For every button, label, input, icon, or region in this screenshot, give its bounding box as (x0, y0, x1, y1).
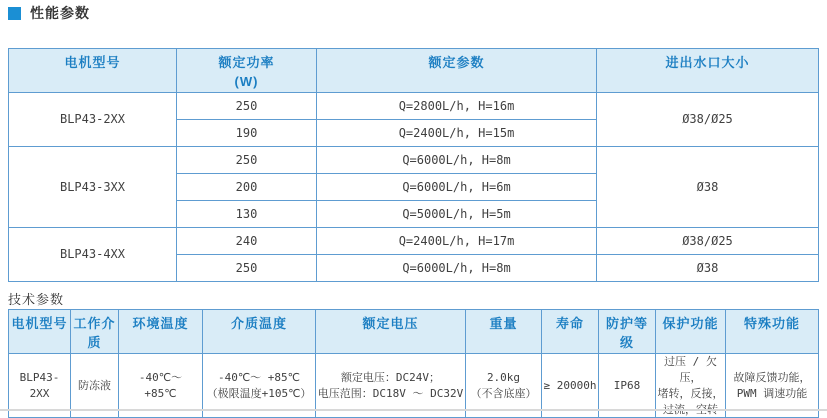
table-cell: Q=6000L/h, H=6m (317, 173, 597, 200)
table-cell: 190 (177, 119, 317, 146)
table-row (9, 146, 819, 173)
technical-section-title: 技术参数 (8, 292, 65, 307)
table-cell: -40℃～ +85℃ (119, 353, 203, 418)
column-header: 防护等级 (599, 310, 656, 354)
table-cell: Q=6000L/h, H=8m (317, 146, 597, 173)
table-row (9, 92, 819, 119)
column-header: 额定功率 (W) (177, 49, 317, 93)
technical-table (8, 309, 819, 418)
column-header: 额定电压 (316, 310, 466, 354)
table-cell: Q=2800L/h, H=16m (317, 92, 597, 119)
column-header: 寿命 (542, 310, 599, 354)
column-header: 重量 (466, 310, 542, 354)
table-cell: 2.0kg （不含底座） (466, 353, 542, 418)
table-cell: -40℃～ +85℃ （极限温度+105℃） (203, 353, 316, 418)
table-cell: Ø38/Ø25 (597, 92, 819, 146)
table-cell: 130 (177, 200, 317, 227)
page-title: 性能参数 (30, 5, 90, 21)
section-bullet-icon (8, 7, 21, 20)
table-cell: 过压 / 欠压， 堵转，反接， (656, 353, 726, 418)
table-cell: IP68 (599, 353, 656, 418)
header-row (9, 49, 819, 93)
column-header: 介质温度 (203, 310, 316, 354)
table-cell: BLP43-2XX (9, 92, 177, 146)
column-header: 特殊功能 (726, 310, 819, 354)
section-header (8, 4, 90, 22)
table-cell: BLP43-4XX (9, 227, 177, 281)
page-bottom-divider (0, 409, 827, 411)
table-cell: 250 (177, 92, 317, 119)
performance-table (8, 48, 819, 282)
table-cell: 200 (177, 173, 317, 200)
table-cell: BLP43-3XX (9, 146, 177, 227)
table-cell: Q=2400L/h, H=17m (317, 227, 597, 254)
table-cell: 250 (177, 254, 317, 281)
column-header: 工作介质 (71, 310, 119, 354)
table-cell: Q=2400L/h, H=15m (317, 119, 597, 146)
table-cell: Ø38 (597, 146, 819, 227)
table-cell: 240 (177, 227, 317, 254)
table-cell: ≥ 20000h (542, 353, 599, 418)
column-header: 电机型号 (9, 49, 177, 93)
column-header: 电机型号 (9, 310, 71, 354)
table-cell: Ø38 (597, 254, 819, 281)
column-header: 进出水口大小 (597, 49, 819, 93)
table-cell: 额定电压：DC24V； 电压范围：DC18V ～ DC32V (316, 353, 466, 418)
table-cell: Ø38/Ø25 (597, 227, 819, 254)
table-cell: 故障反馈功能， PWM 调速功能 (726, 353, 819, 418)
column-header: 环境温度 (119, 310, 203, 354)
column-header: 额定参数 (317, 49, 597, 93)
table-cell: Q=6000L/h, H=8m (317, 254, 597, 281)
table-cell: Q=5000L/h, H=5m (317, 200, 597, 227)
header-row (9, 310, 819, 354)
table-cell: BLP43-2XX (9, 353, 71, 418)
table-row (9, 227, 819, 254)
table-cell: 250 (177, 146, 317, 173)
table-cell: 防冻液 (71, 353, 119, 418)
column-header: 保护功能 (656, 310, 726, 354)
